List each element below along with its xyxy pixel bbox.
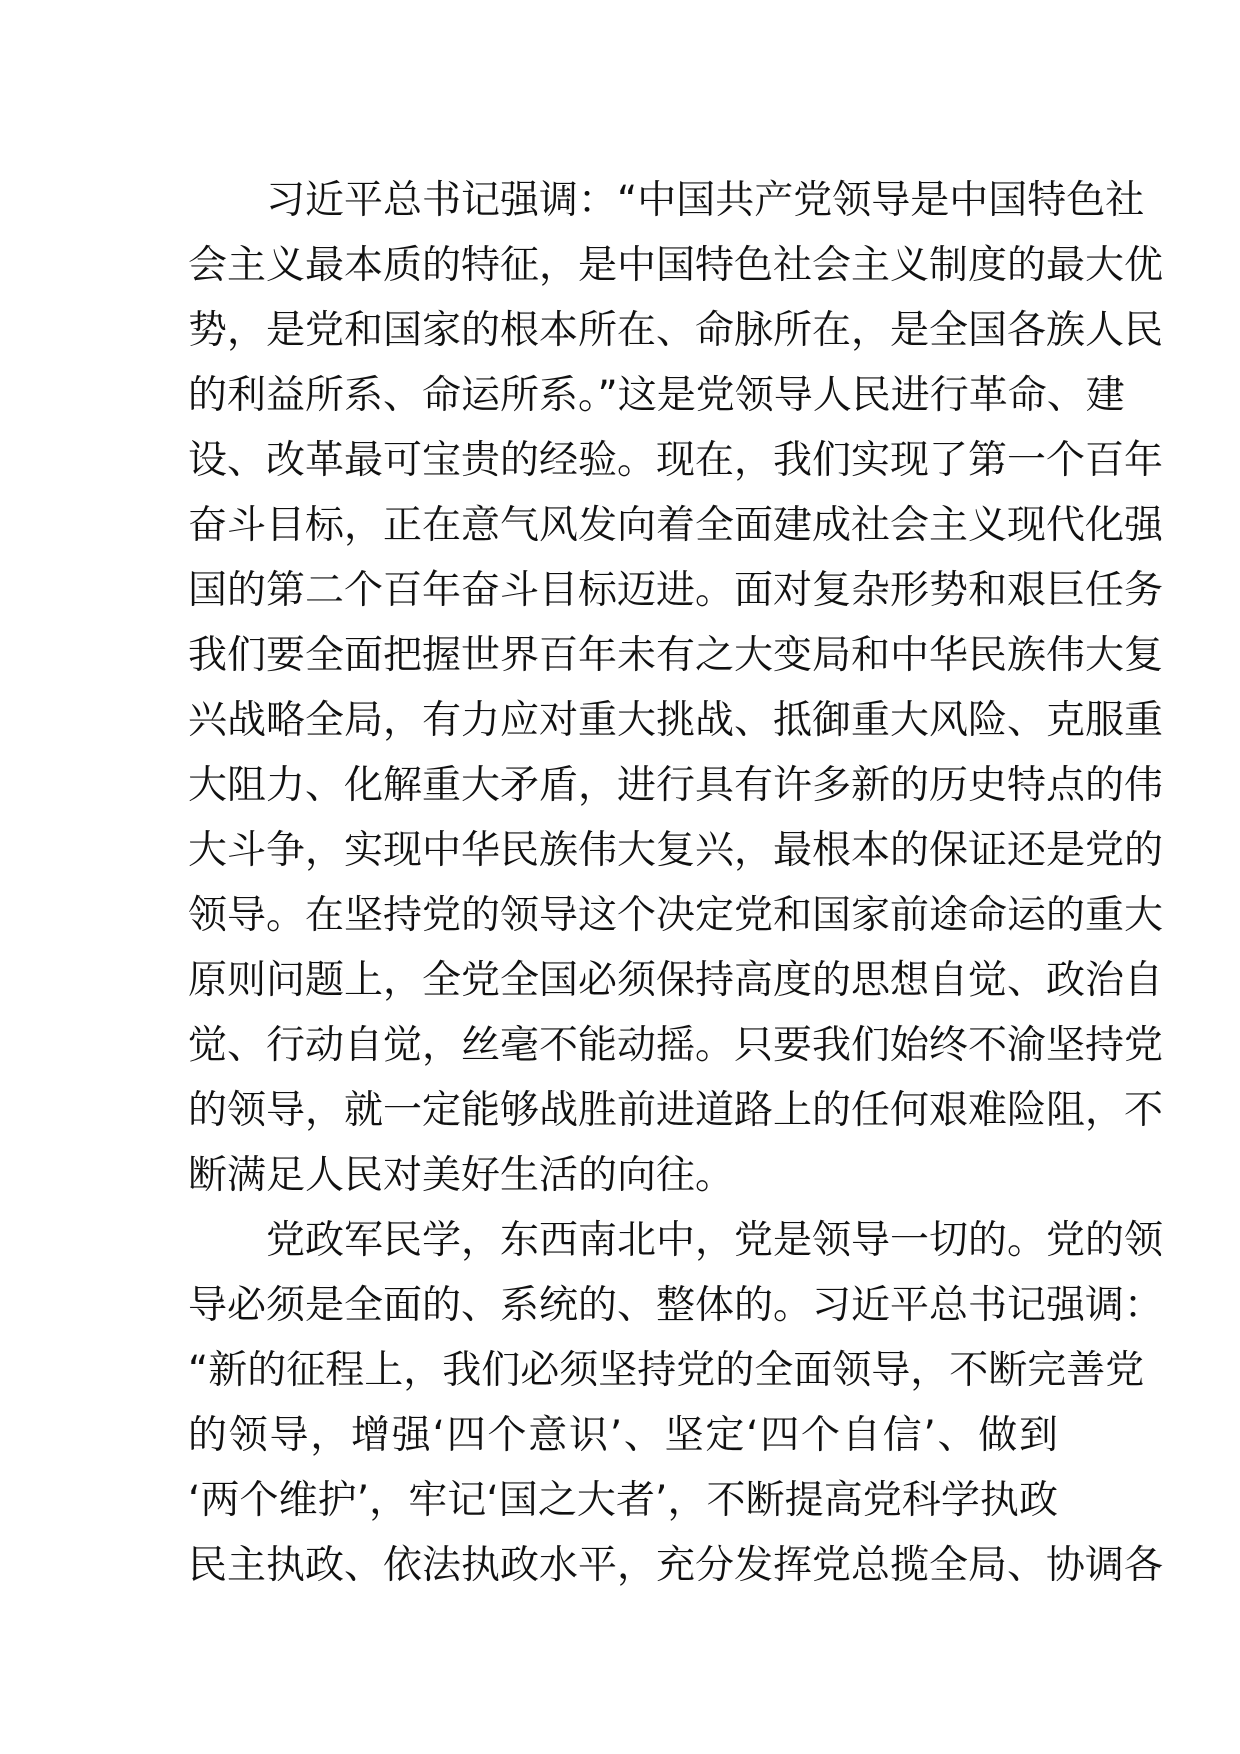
- text-line: 大阻力、化解重大矛盾，进行具有许多新的历史特点的伟: [188, 763, 1164, 808]
- text-line: 国的第二个百年奋斗目标迈进。面对复杂形势和艰巨任务: [188, 568, 1164, 613]
- text-line: 原则问题上，全党全国必须保持高度的思想自觉、政治自: [188, 958, 1164, 1003]
- text-line: 觉、行动自觉，丝毫不能动摇。只要我们始终不渝坚持党: [188, 1023, 1164, 1068]
- paragraph-1: [188, 168, 1164, 1208]
- text-line: 的领导，增强‘四个意识’、坚定‘四个自信’、做到: [188, 1413, 1058, 1458]
- text-line: 习近平总书记强调：“中国共产党领导是中国特色社: [188, 178, 1145, 223]
- paragraph-2: [188, 1208, 1164, 1598]
- text-line: 民主执政、依法执政水平，充分发挥党总揽全局、协调各: [188, 1543, 1164, 1588]
- text-line: 奋斗目标，正在意气风发向着全面建成社会主义现代化强: [188, 503, 1164, 548]
- text-line: 的利益所系、命运所系。”这是党领导人民进行革命、建: [188, 373, 1125, 418]
- text-line: ‘两个维护’，牢记‘国之大者’，不断提高党科学执政: [188, 1478, 1058, 1523]
- text-line: 导必须是全面的、系统的、整体的。习近平总书记强调：: [188, 1283, 1164, 1328]
- text-line: “新的征程上，我们必须坚持党的全面领导，不断完善党: [188, 1348, 1145, 1393]
- document-body: [188, 168, 1164, 1598]
- text-line: 领导。在坚持党的领导这个决定党和国家前途命运的重大: [188, 893, 1164, 938]
- text-line: 兴战略全局，有力应对重大挑战、抵御重大风险、克服重: [188, 698, 1164, 743]
- text-line: 会主义最本质的特征，是中国特色社会主义制度的最大优: [188, 243, 1164, 288]
- text-line: 断满足人民对美好生活的向往。: [188, 1153, 735, 1198]
- text-line: 大斗争，实现中华民族伟大复兴，最根本的保证还是党的: [188, 828, 1164, 873]
- text-line: 设、改革最可宝贵的经验。现在，我们实现了第一个百年: [188, 438, 1164, 483]
- text-line: 我们要全面把握世界百年未有之大变局和中华民族伟大复: [188, 633, 1164, 678]
- text-line: 的领导，就一定能够战胜前进道路上的任何艰难险阻，不: [188, 1088, 1164, 1133]
- text-line: 党政军民学，东西南北中，党是领导一切的。党的领: [188, 1218, 1164, 1263]
- text-line: 势，是党和国家的根本所在、命脉所在，是全国各族人民: [188, 308, 1164, 353]
